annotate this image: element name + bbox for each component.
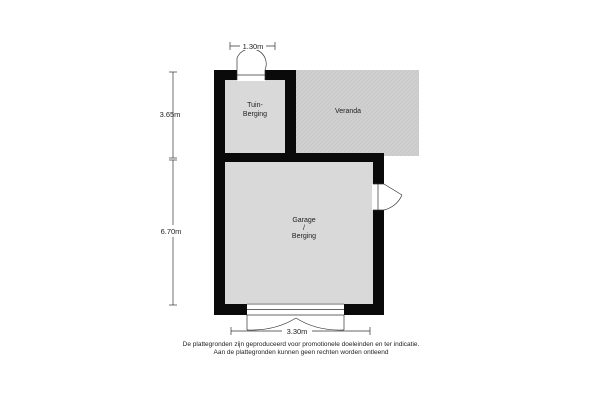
top-door	[237, 49, 266, 80]
room-label-tuinberging-1: Tuin-	[247, 102, 263, 109]
dimension-top-width: 1.30m	[242, 42, 264, 51]
dimension-upper-height: 3.65m	[159, 110, 181, 119]
room-label-garage-2: /	[303, 225, 305, 232]
disclaimer-line-1: De plattegronden zijn geproduceerd voor promotionele doeleinden en ter indicatie.	[182, 341, 420, 348]
dimension-bottom-width: 3.30m	[286, 327, 308, 336]
dimension-lower-height: 6.70m	[160, 227, 182, 236]
room-label-garage-1: Garage	[292, 217, 316, 224]
room-label-veranda: Veranda	[334, 108, 362, 115]
room-label-tuinberging-2: Berging	[242, 111, 268, 118]
room-label-garage-3: Berging	[291, 233, 317, 240]
disclaimer-line-2: Aan de plattegronden kunnen geen rechten worden ontleend	[213, 349, 389, 356]
